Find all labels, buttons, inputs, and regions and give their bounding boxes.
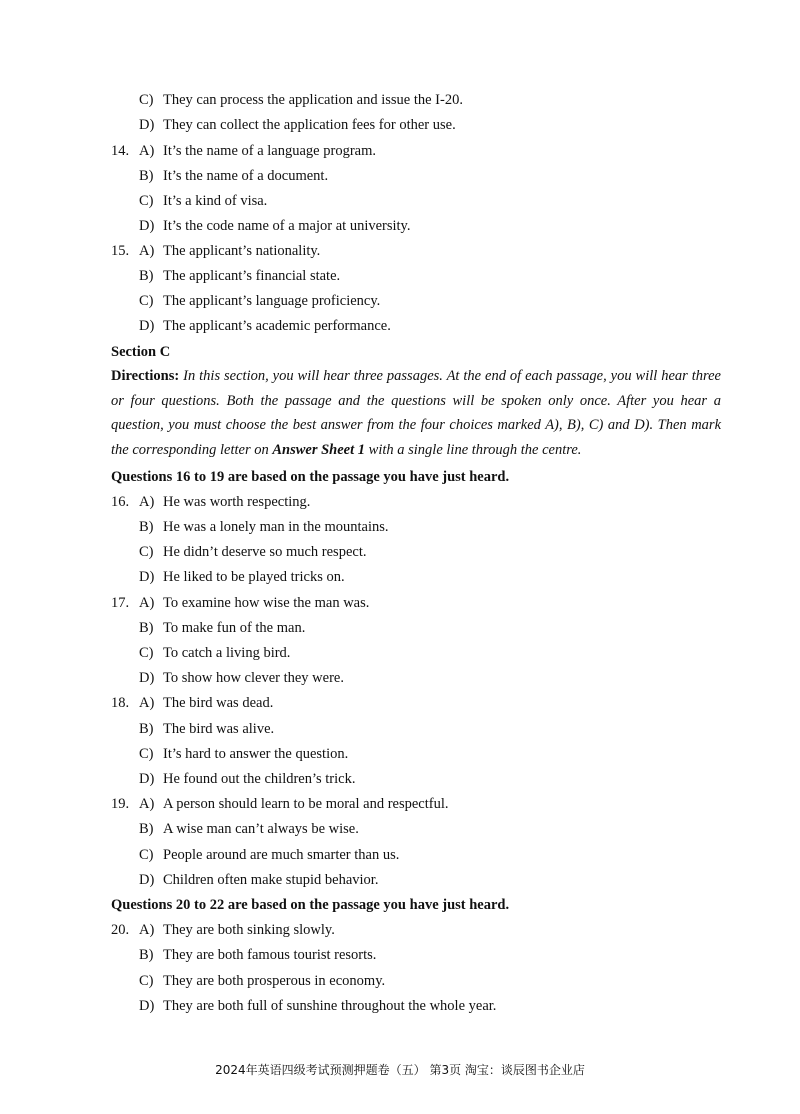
q14-option-a: [111, 141, 376, 161]
option-text: To catch a living bird.: [163, 645, 291, 661]
option-text: To make fun of the man.: [163, 620, 306, 636]
option-text: They are both famous tourist resorts.: [163, 947, 377, 963]
option-label: A): [139, 494, 155, 510]
option-label: D): [139, 872, 155, 888]
option-text: He found out the children’s trick.: [163, 771, 356, 787]
option-text: He didn’t deserve so much respect.: [163, 544, 367, 560]
q16-option-a: [111, 492, 310, 512]
page-footer: 2024年英语四级考试预测押题卷（五） 第3页 淘宝：谈辰图书企业店: [215, 1063, 585, 1077]
option-text: The applicant’s financial state.: [163, 268, 341, 284]
option-label: B): [139, 821, 154, 837]
option-label: D): [139, 218, 155, 234]
q17-option-b: [139, 618, 305, 638]
q18-option-c: [139, 744, 348, 764]
q19-option-c: [139, 845, 399, 865]
q15-option-c: [139, 291, 380, 311]
q20-option-a: [111, 920, 335, 940]
q13-option-c: [139, 90, 463, 110]
option-text: A person should learn to be moral and respectful.: [163, 796, 449, 812]
option-label: B): [139, 721, 154, 737]
option-label: C): [139, 746, 154, 762]
group2-heading: Questions 20 to 22 are based on the passage you have just heard.: [111, 897, 510, 913]
option-text: Children often make stupid behavior.: [163, 872, 379, 888]
section-c-title: Section C: [111, 344, 171, 360]
option-label: A): [139, 243, 155, 259]
q18-option-b: [139, 719, 274, 739]
option-text: To examine how wise the man was.: [163, 595, 370, 611]
option-text: A wise man can’t always be wise.: [163, 821, 359, 837]
option-label: A): [139, 143, 155, 159]
option-label: A): [139, 922, 155, 938]
option-label: B): [139, 268, 154, 284]
option-text: He was worth respecting.: [163, 494, 311, 510]
option-label: D): [139, 771, 155, 787]
directions-colon: :: [174, 368, 180, 384]
q15-option-a: [111, 241, 320, 261]
option-text: The bird was alive.: [163, 721, 275, 737]
q18-option-a: [111, 693, 273, 713]
q13-option-d: [139, 115, 456, 135]
option-label: D): [139, 117, 155, 133]
option-text: They are both prosperous in economy.: [163, 973, 386, 989]
option-label: A): [139, 595, 155, 611]
option-text: They can process the application and issue the I-20.: [163, 92, 463, 108]
option-text: It’s a kind of visa.: [163, 193, 268, 209]
option-label: A): [139, 695, 155, 711]
question-number: 17.: [111, 595, 130, 611]
q19-option-d: [139, 870, 378, 890]
option-label: D): [139, 670, 155, 686]
option-label: C): [139, 193, 154, 209]
answer-sheet-name: Answer Sheet 1: [272, 442, 366, 459]
section-c-directions: [111, 364, 721, 463]
q18-option-d: [139, 769, 355, 789]
option-text: People around are much smarter than us.: [163, 847, 400, 863]
option-text: They are both sinking slowly.: [163, 922, 335, 938]
option-label: C): [139, 293, 154, 309]
q17-option-d: [139, 668, 344, 688]
option-label: B): [139, 947, 154, 963]
option-label: B): [139, 620, 154, 636]
directions-text-part1: In this section, you will hear three passages. At the end of each passage, you will hear three or four questions. Both the passage and the questions will be spoken only once. After you hear a question, you must choose the best answer from the four choices marked A), B), C) and D). Then mark the corresponding letter on: [111, 368, 721, 459]
option-text: It’s the name of a document.: [163, 168, 329, 184]
q16-option-d: [139, 567, 345, 587]
option-text: The applicant’s nationality.: [163, 243, 321, 259]
option-label: C): [139, 973, 154, 989]
question-number: 14.: [111, 143, 130, 159]
option-text: He was a lonely man in the mountains.: [163, 519, 389, 535]
q20-option-b: [139, 945, 376, 965]
question-number: 15.: [111, 243, 130, 259]
q17-option-a: [111, 593, 369, 613]
option-label: A): [139, 796, 155, 812]
option-text: It’s the code name of a major at university.: [163, 218, 411, 234]
group1-heading: Questions 16 to 19 are based on the passage you have just heard.: [111, 469, 510, 485]
option-label: C): [139, 92, 154, 108]
option-text: The applicant’s academic performance.: [163, 318, 391, 334]
option-text: It’s hard to answer the question.: [163, 746, 349, 762]
option-label: B): [139, 168, 154, 184]
q16-option-c: [139, 542, 366, 562]
directions-text-part2: with a single line through the centre.: [365, 442, 582, 459]
q15-option-d: [139, 316, 391, 336]
option-label: D): [139, 569, 155, 585]
directions-label: Directions: [111, 368, 175, 384]
q19-option-a: [111, 794, 449, 814]
q17-option-c: [139, 643, 290, 663]
q14-option-b: [139, 166, 328, 186]
q16-option-b: [139, 517, 389, 537]
question-number: 20.: [111, 922, 130, 938]
option-label: D): [139, 318, 155, 334]
question-number: 16.: [111, 494, 130, 510]
option-text: The bird was dead.: [163, 695, 274, 711]
option-text: It’s the name of a language program.: [163, 143, 376, 159]
q20-option-d: [139, 996, 496, 1016]
option-label: C): [139, 847, 154, 863]
q15-option-b: [139, 266, 340, 286]
option-text: To show how clever they were.: [163, 670, 344, 686]
option-label: D): [139, 998, 155, 1014]
option-text: They are both full of sunshine throughout the whole year.: [163, 998, 497, 1014]
option-label: B): [139, 519, 154, 535]
option-text: The applicant’s language proficiency.: [163, 293, 381, 309]
q14-option-c: [139, 191, 267, 211]
q20-option-c: [139, 971, 385, 991]
question-number: 18.: [111, 695, 130, 711]
option-label: C): [139, 544, 154, 560]
q14-option-d: [139, 216, 411, 236]
q19-option-b: [139, 819, 359, 839]
option-text: He liked to be played tricks on.: [163, 569, 345, 585]
option-label: C): [139, 645, 154, 661]
option-text: They can collect the application fees for other use.: [163, 117, 456, 133]
question-number: 19.: [111, 796, 130, 812]
